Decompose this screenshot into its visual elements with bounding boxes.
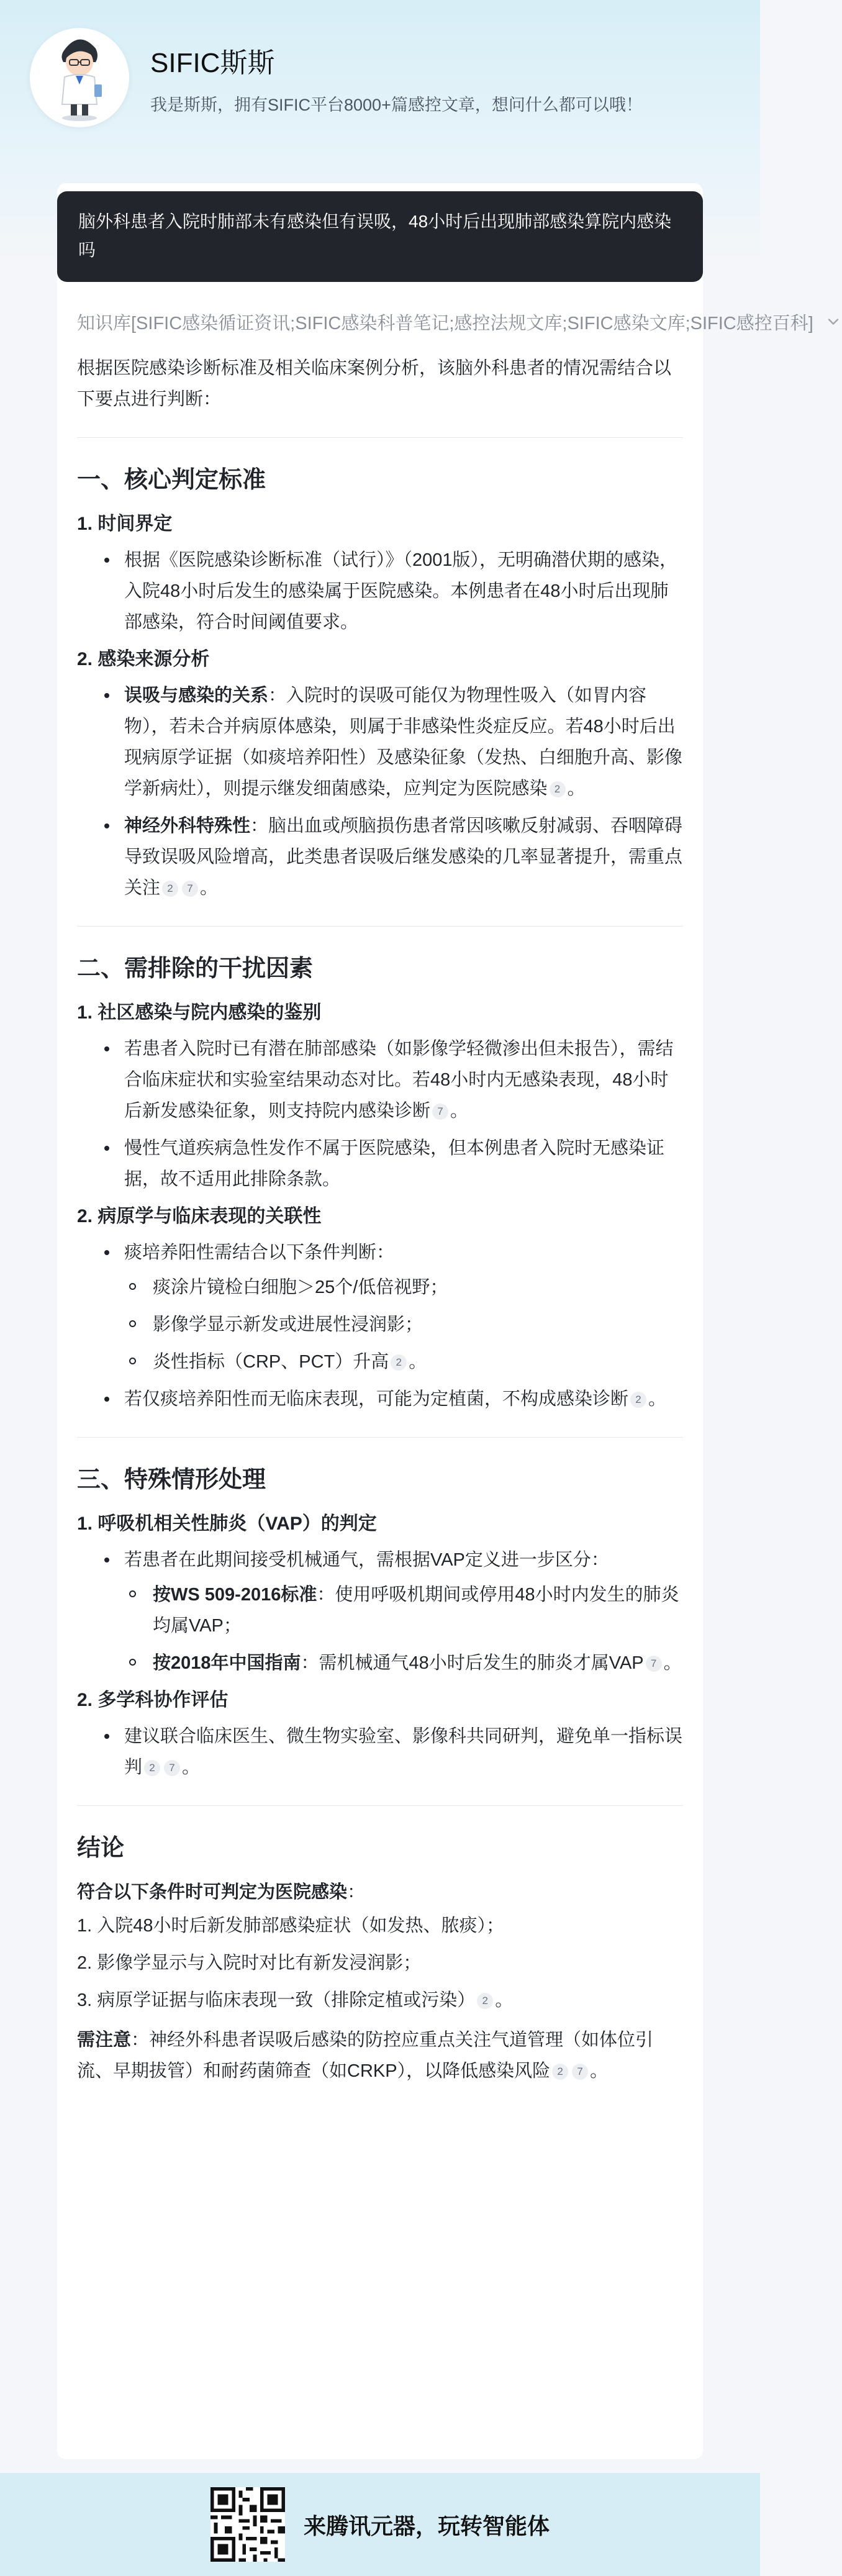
conclusion-lead: 符合以下条件时可判定为医院感染： (77, 1882, 366, 1902)
conclusion-list (77, 1910, 683, 2016)
citation-badge[interactable]: 7 (572, 2064, 588, 2080)
bot-header (30, 25, 730, 130)
subheading-vap: 1. 呼吸机相关性肺炎（VAP）的判定 (77, 1513, 377, 1534)
knowledge-base-selector[interactable] (77, 307, 813, 337)
conclusion-item: 1. 入院48小时后新发肺部感染症状（如发热、脓痰）； (77, 1916, 505, 1936)
promo-footer (0, 2473, 760, 2576)
section-heading-special-cases: 三、特殊情形处理 (77, 1467, 266, 1493)
citation-badge[interactable]: 2 (391, 1354, 407, 1371)
section-heading-conclusion: 结论 (77, 1835, 125, 1861)
answer-content (77, 353, 683, 2087)
divider (77, 1437, 683, 1438)
nested-list-item: 炎性指标（CRP、PCT）升高 2 。 (124, 1346, 683, 1377)
avatar (30, 28, 129, 127)
citation-badge[interactable]: 2 (552, 2064, 568, 2080)
citation-badge[interactable]: 2 (144, 1760, 160, 1776)
list-item: 若仅痰培养阳性而无临床表现，可能为定植菌，不构成感染诊断 2 。 (77, 1384, 683, 1415)
citation-badge[interactable]: 2 (550, 781, 566, 797)
list-item: 慢性气道疾病急性发作不属于医院感染，但本例患者入院时无感染证据，故不适用此排除条款。 (77, 1133, 683, 1195)
divider (77, 437, 683, 438)
list-item: 神经外科特殊性：脑出血或颅脑损伤患者常因咳嗽反射减弱、吞咽障碍导致误吸风险增高，此类患者误吸后继发感染的几率显著提升，需重点关注 2 7 。 (77, 810, 683, 904)
conclusion-item: 2. 影像学显示与入院时对比有新发浸润影； (77, 1953, 422, 1973)
doctor-avatar-icon (42, 31, 117, 124)
list-item: 根据《医院感染诊断标准（试行）》（2001版），无明确潜伏期的感染，入院48小时后发生的感染属于医院感染。本例患者在48小时后出现肺部感染，符合时间阈值要求。 (77, 545, 683, 638)
conclusion-item: 3. 病原学证据与临床表现一致（排除定植或污染） 2 。 (77, 1990, 514, 2010)
qr-code-icon[interactable] (210, 2487, 285, 2562)
citation-badge[interactable]: 7 (182, 881, 198, 897)
list-item: 误吸与感染的关系：入院时的误吸可能仅为物理性吸入（如胃内容物），若未合并病原体感染，则属于非感染性炎症反应。若48小时后出现病原学证据（如痰培养阳性）及感染征象（发热、白细胞升高、影像学新病灶），则提示继发细菌感染，应判定为医院感染 2 。 (77, 680, 683, 804)
divider (77, 926, 683, 927)
footer-slogan: 来腾讯元器，玩转智能体 (303, 2513, 550, 2539)
subheading-community-vs-hospital: 1. 社区感染与院内感染的鉴别 (77, 1002, 322, 1023)
section-heading-exclusions: 二、需排除的干扰因素 (77, 956, 314, 982)
nested-list-item: 按WS 509-2016标准：使用呼吸机期间或停用48小时内发生的肺炎均属VAP； (124, 1579, 683, 1641)
list-item: 若患者入院时已有潜在肺部感染（如影像学轻微渗出但未报告），需结合临床症状和实验室结果动态对比。若48小时内无感染表现，48小时后新发感染征象，则支持院内感染诊断 7 。 (77, 1033, 683, 1127)
divider (77, 1805, 683, 1806)
subheading-mdt: 2. 多学科协作评估 (77, 1690, 229, 1710)
subheading-time: 1. 时间界定 (77, 514, 173, 534)
bot-description: 我是斯斯，拥有SIFIC平台8000+篇感控文章，想问什么都可以哦！ (150, 95, 643, 114)
list-item: 若患者在此期间接受机械通气，需根据VAP定义进一步区分： 按WS 509-2016标准：使用呼吸机期间或停用48小时内发生的肺炎均属VAP； 按2018年中国指南：需机械通气48小时后发生的肺炎才属VAP 7 。 (77, 1544, 683, 1679)
conclusion-note: 需注意：神经外科患者误吸后感染的防控应重点关注气道管理（如体位引流、早期拔管）和耐药菌筛查（如CRKP），以降低感染风险 2 7 。 (77, 2030, 654, 2081)
nested-list-item: 按2018年中国指南：需机械通气48小时后发生的肺炎才属VAP 7 。 (124, 1648, 683, 1679)
chevron-down-icon[interactable] (825, 313, 842, 330)
nested-list-item: 痰涂片镜检白细胞＞25个/低倍视野； (124, 1272, 683, 1303)
answer-intro: 根据医院感染诊断标准及相关临床案例分析，该脑外科患者的情况需结合以下要点进行判断： (77, 358, 672, 409)
list-item: 建议联合临床医生、微生物实验室、影像科共同研判，避免单一指标误判 2 7 。 (77, 1721, 683, 1783)
nested-list-item: 影像学显示新发或进展性浸润影； (124, 1309, 683, 1340)
subheading-source: 2. 感染来源分析 (77, 649, 210, 669)
list-item: 痰培养阳性需结合以下条件判断： 痰涂片镜检白细胞＞25个/低倍视野； 影像学显示新发或进展性浸润影； 炎性指标（CRP、PCT）升高 2 。 (77, 1237, 683, 1377)
citation-badge[interactable]: 2 (477, 1993, 493, 2009)
citation-badge[interactable]: 2 (162, 881, 178, 897)
citation-badge[interactable]: 7 (646, 1656, 662, 1672)
section-heading-core-criteria: 一、核心判定标准 (77, 467, 266, 493)
citation-badge[interactable]: 2 (630, 1392, 646, 1408)
citation-badge[interactable]: 7 (432, 1104, 448, 1120)
knowledge-base-label: 知识库[SIFIC感染循证资讯;SIFIC感染科普笔记;感控法规文库;SIFIC感染文库;SIFIC感控百科] (77, 313, 813, 333)
citation-badge[interactable]: 7 (164, 1760, 180, 1776)
subheading-etiology: 2. 病原学与临床表现的关联性 (77, 1206, 322, 1227)
bot-name: SIFIC斯斯 (150, 47, 275, 78)
user-question-bubble: 脑外科患者入院时肺部未有感染但有误吸，48小时后出现肺部感染算院内感染吗 (57, 191, 703, 282)
